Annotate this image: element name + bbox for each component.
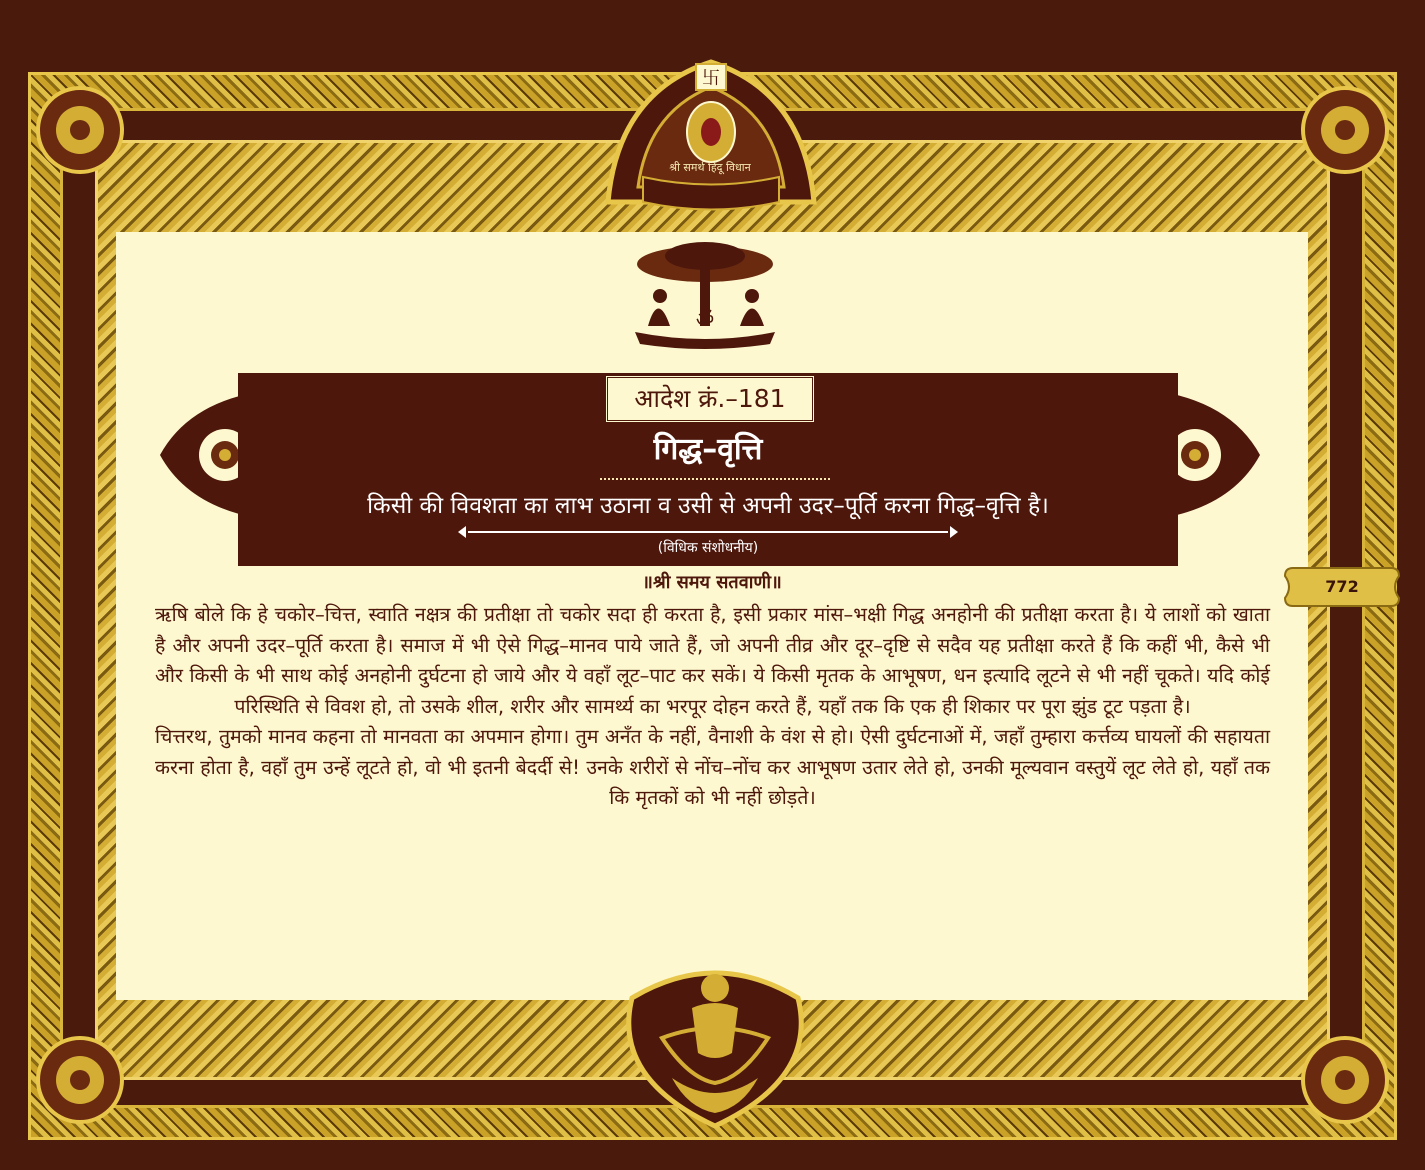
page-title: गिद्ध–वृत्ति	[653, 432, 763, 467]
svg-text:ॐ: ॐ	[695, 307, 715, 331]
body-text	[155, 600, 1270, 814]
corner-ornament-icon	[1255, 70, 1405, 220]
corner-ornament-icon	[1255, 990, 1405, 1140]
page-number: 772	[1325, 577, 1359, 596]
royal-crest-icon	[598, 52, 824, 222]
svg-text:卐: 卐	[702, 68, 720, 89]
order-number-label: आदेश क्रं.–181	[605, 375, 815, 423]
section-heading: ॥श्री समय सतवाणी॥	[642, 572, 782, 593]
corner-ornament-icon	[20, 70, 170, 220]
paragraph-2: चित्तरथ, तुमको मानव कहना तो मानवता का अपमान होगा। तुम अनँत के नहीं, वैनाशी के वंश से हो। ऐसी दुर्घटनाओं में, जहाँ तुम्हारा कर्त्तव्य घायलों की सहायता करना होता है, वहाँ तुम उन्हें लूटते हो, वो भी इतनी बेदर्दी से! उनके शरीरों से नोंच–नोंच कर आभूषण उतार लेते हो, उनकी मूल्यवान वस्तुयें लूट लेते हो, यहाँ तक कि मृतकों को भी नहीं छोड़ते।	[155, 725, 1270, 809]
dotted-divider	[600, 478, 830, 480]
corner-ornament-icon	[20, 990, 170, 1140]
lotus-deity-ornament-icon	[612, 958, 818, 1128]
definition-text: किसी की विवशता का लाभ उठाना व उसी से अपनी उदर–पूर्ति करना गिद्ध–वृत्ति है।	[367, 493, 1049, 519]
page-number-tag	[1283, 566, 1401, 608]
crest-caption: श्री समर्थ हिंदू विधान	[669, 161, 751, 174]
double-arrow-icon	[468, 531, 948, 533]
legal-note: (विधिक संशोधनीय)	[657, 540, 759, 556]
paragraph-1: ऋषि बोले कि हे चकोर–चित्त, स्वाति नक्षत्र की प्रतीक्षा तो चकोर सदा ही करता है, इसी प्रकार मांस–भक्षी गिद्ध अनहोनी की प्रतीक्षा करता है। ये लाशों को खाता है और अपनी उदर–पूर्ति करता है। समाज में भी ऐसे गिद्ध–मानव पाये जाते हैं, जो अपनी तीव्र और दूर–दृष्टि से सदैव यह प्रतीक्षा करते हैं कि कहीं भी, कैसे भी और किसी के भी साथ कोई अनहोनी दुर्घटना हो जाये और ये वहाँ लूट–पाट कर सकें। ये किसी मृतक के आभूषण, धन इत्यादि लूटने से भी नहीं चूकते। यदि कोई परिस्थिति से विवश हो, तो उसके शील, शरीर और सामर्थ्य का भरपूर दोहन करते हैं, यहाँ तक कि एक ही शिकार पर पूरा झुंड टूट पड़ता है।	[155, 603, 1270, 718]
tree-sages-emblem-icon	[630, 236, 780, 356]
